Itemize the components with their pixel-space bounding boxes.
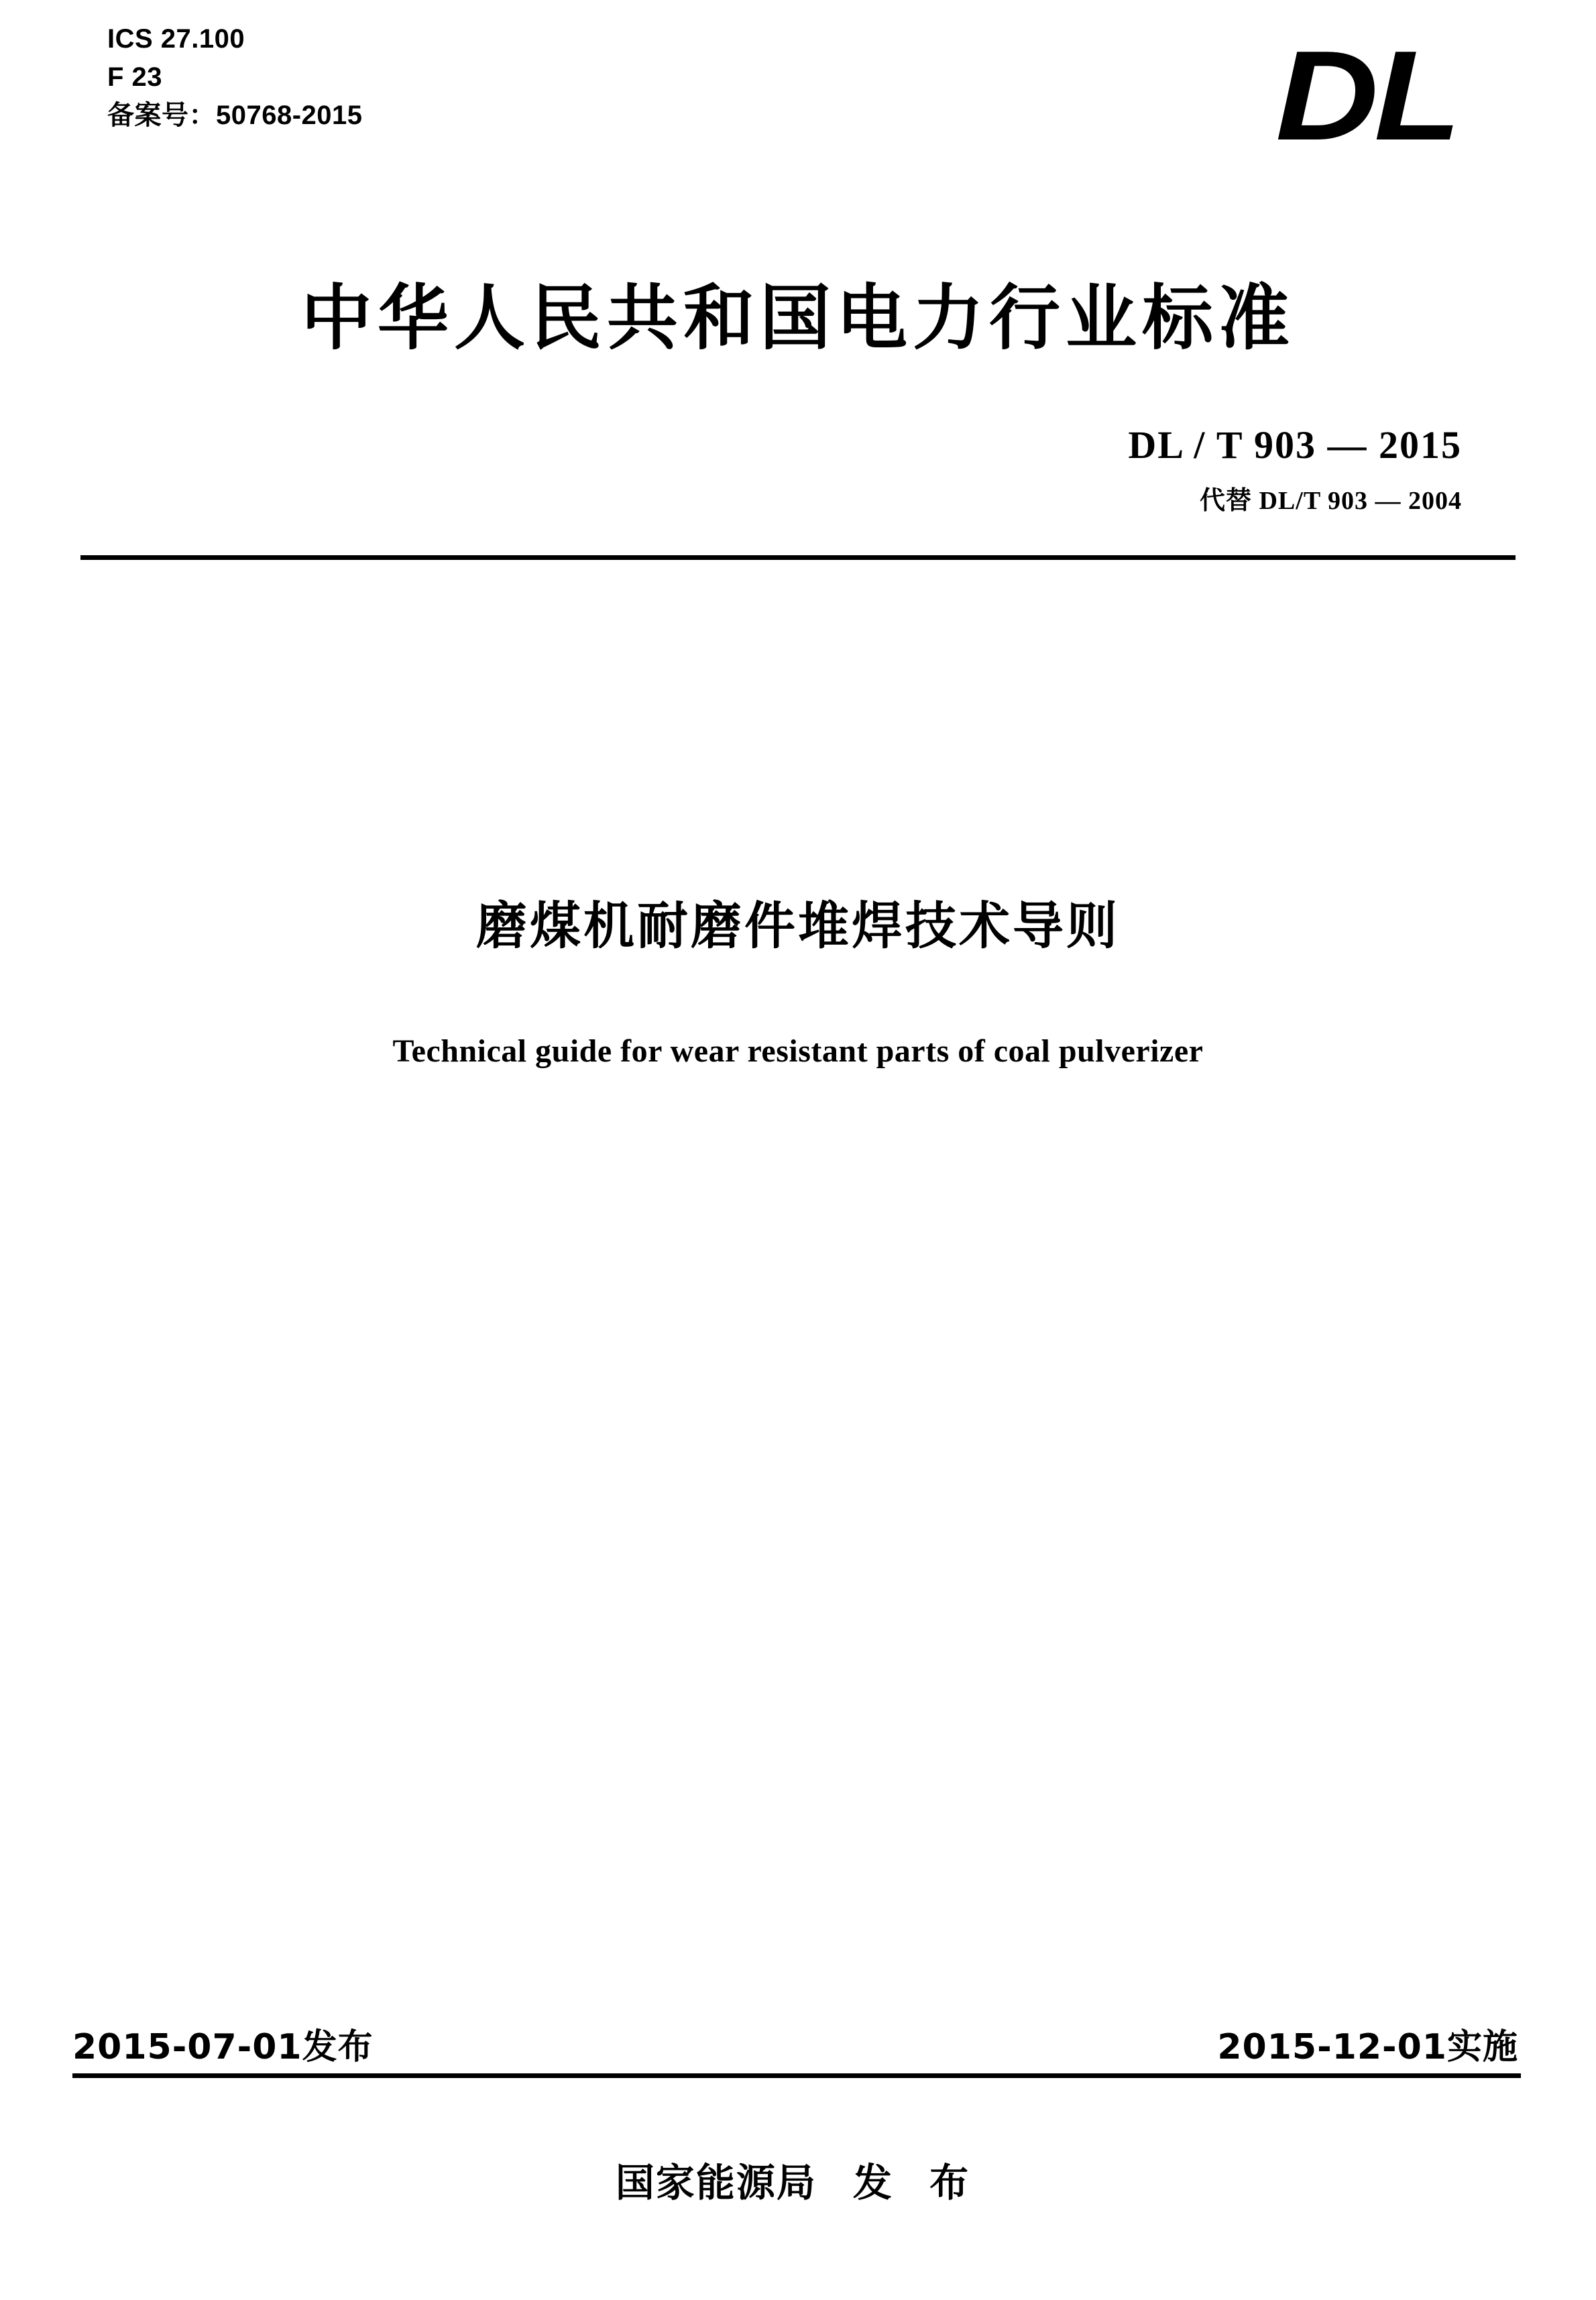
standard-number: DL / T 903 — 2015 [1128,423,1462,467]
header-divider [80,555,1516,560]
classification-code: F 23 [107,62,163,92]
header-metadata [107,20,363,134]
issuer-verb: 发 布 [852,2160,981,2205]
record-number: 备案号：50768-2015 [107,100,363,130]
ics-code: ICS 27.100 [107,24,245,54]
effective-date: 2015-12-01实施 [1217,2027,1518,2067]
dl-logo: DL [1275,25,1457,167]
document-title-cn: 磨煤机耐磨件堆焊技术导则 [476,896,1120,956]
issuing-body-title: 中华人民共和国电力行业标准 [301,277,1295,359]
issue-date: 2015-07-01发布 [72,2027,374,2067]
document-title-en: Technical guide for wear resistant parts of coal pulverizer [392,1033,1204,1069]
issuer-line [0,2151,1596,2207]
issuer-name: 国家能源局 [615,2160,817,2205]
footer-divider [72,2073,1521,2078]
standard-replaces: 代替 DL/T 903 — 2004 [1199,487,1462,515]
